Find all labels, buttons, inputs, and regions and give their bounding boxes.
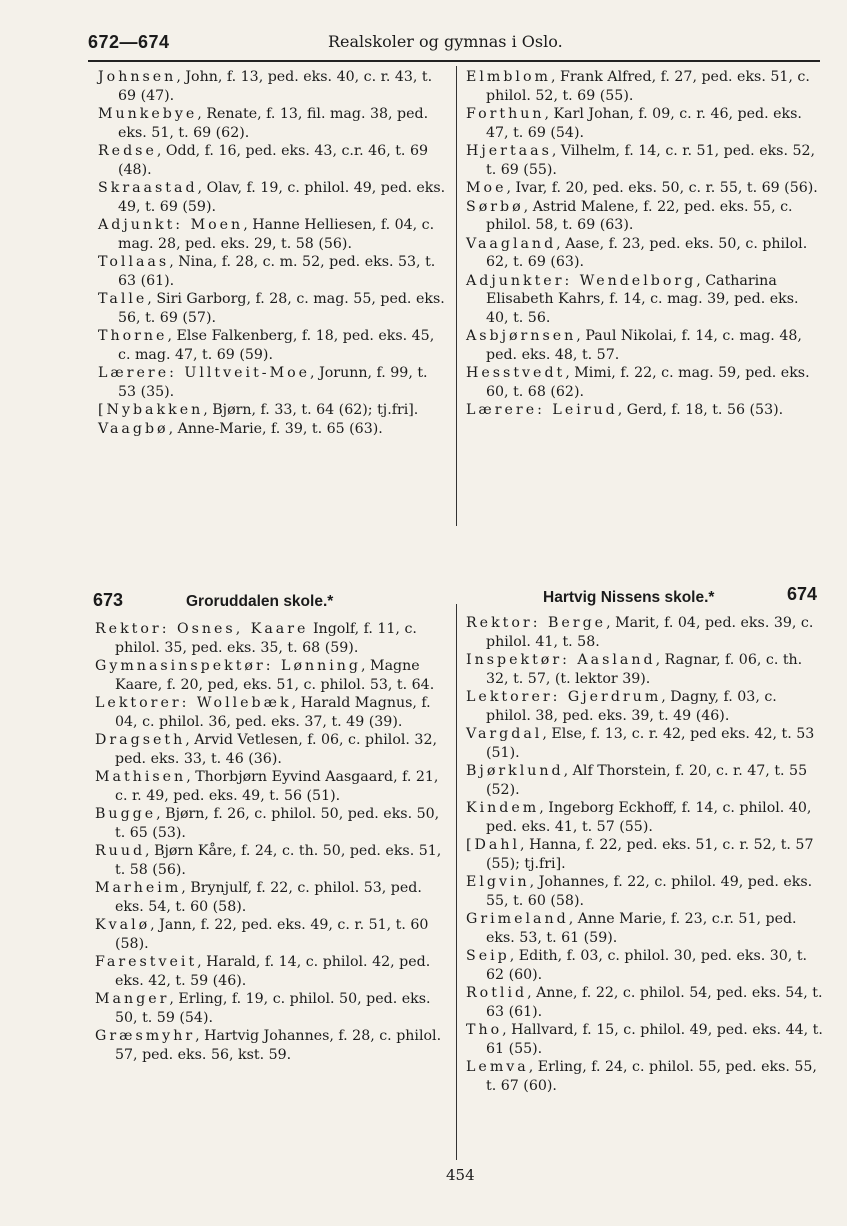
staff-details: , Hallvard, f. 15, c. philol. 49, ped. eks. 44, t. 61 (55). <box>486 1022 823 1057</box>
staff-surname: Sørbø <box>466 198 524 215</box>
staff-entry <box>98 253 450 290</box>
staff-entry <box>95 879 451 916</box>
staff-surname: Farestveit <box>95 954 198 970</box>
staff-details: , John, f. 13, ped. eks. 40, c. r. 43, t. 69 (47). <box>118 69 433 104</box>
staff-surname: Lærere: Ulltveit-Moe <box>98 365 311 381</box>
staff-details: , Ingeborg Eckhoff, f. 14, c. philol. 40, ped. eks. 41, t. 57 (55). <box>486 800 812 835</box>
staff-entry <box>466 235 822 272</box>
staff-details: , Hanna, f. 22, ped. eks. 51, c. r. 52, t. 57 (55); tj.fri]. <box>486 837 814 872</box>
staff-surname: Rektor: Berge <box>466 615 607 631</box>
staff-surname: Munkebye <box>98 106 198 122</box>
staff-entry <box>95 620 451 657</box>
staff-surname: Lektorer: Wollebæk <box>95 695 292 711</box>
staff-entry <box>466 1058 824 1095</box>
staff-surname: Hjertaas <box>466 143 552 159</box>
staff-details: , Magne Kaare, f. 20, ped, eks. 51, c. philol. 53, t. 64. <box>115 658 435 693</box>
staff-entry <box>98 327 450 364</box>
column-top-right <box>466 68 822 420</box>
staff-surname: Bjørklund <box>466 763 564 779</box>
staff-entry <box>95 916 451 953</box>
staff-surname: Marheim <box>95 880 182 896</box>
staff-surname: Seip <box>466 948 510 964</box>
staff-entry <box>466 1021 824 1058</box>
staff-surname: Rektor: Osnes, Kaare <box>95 621 309 637</box>
staff-details: , Hanne Helliesen, f. 04, c. mag. 28, ped. eks. 29, t. 58 (56). <box>118 217 435 252</box>
column-bottom-left <box>95 620 451 1064</box>
staff-surname: Grimeland <box>466 911 569 927</box>
staff-details: , Odd, f. 16, ped. eks. 43, c.r. 46, t. 69 (48). <box>118 143 429 178</box>
staff-entry <box>95 953 451 990</box>
staff-surname: Redse <box>98 143 157 159</box>
staff-surname: Hesstvedt <box>466 365 566 381</box>
staff-surname: Johnsen <box>98 69 177 85</box>
staff-details: , Jorunn, f. 99, t. 53 (35). <box>118 365 428 400</box>
staff-entry <box>98 216 450 253</box>
staff-details: , Bjørn, f. 26, c. philol. 50, ped. eks. 50, t. 65 (53). <box>115 806 440 841</box>
staff-details: , Erling, f. 24, c. philol. 55, ped. eks. 55, t. 67 (60). <box>486 1059 817 1094</box>
section-number-673: 673 <box>93 590 124 610</box>
staff-surname: Græsmyhr <box>95 1028 196 1044</box>
staff-entry <box>98 105 450 142</box>
staff-entry <box>466 984 824 1021</box>
staff-surname: Bugge <box>95 806 157 822</box>
page-range: 672—674 <box>88 32 170 52</box>
staff-details: , Siri Garborg, f. 28, c. mag. 55, ped. eks. 56, t. 69 (57). <box>118 291 445 326</box>
staff-surname: Dragseth <box>95 732 186 748</box>
running-title: Realskoler og gymnas i Oslo. <box>328 32 563 51</box>
staff-entry <box>95 731 451 768</box>
staff-surname: [Dahl <box>466 837 521 853</box>
staff-details: , Bjørn Kåre, f. 24, c. th. 50, ped. eks. 51, t. 58 (56). <box>115 843 442 878</box>
staff-details: , Anne Marie, f. 23, c.r. 51, ped. eks. 53, t. 61 (59). <box>486 911 797 946</box>
staff-details: , Hartvig Johannes, f. 28, c. philol. 57, ped. eks. 56, kst. 59. <box>115 1028 442 1063</box>
staff-surname: Thorne <box>98 328 168 344</box>
section-title-hartvig-nissen: Hartvig Nissens skole.* <box>543 589 715 606</box>
column-divider-bottom <box>456 604 457 1160</box>
staff-details: , Edith, f. 03, c. philol. 30, ped. eks. 30, t. 62 (60). <box>486 948 808 983</box>
staff-entry <box>95 990 451 1027</box>
staff-details: , Paul Nikolai, f. 14, c. mag. 48, ped. eks. 48, t. 57. <box>486 328 802 363</box>
page-header <box>88 30 818 60</box>
staff-surname: Manger <box>95 991 170 1007</box>
staff-surname: Adjunkt: Moen <box>98 217 244 233</box>
staff-details: , Gerd, f. 18, t. 56 (53). <box>617 402 784 418</box>
staff-surname: Inspektør: Aasland <box>466 652 656 668</box>
staff-entry <box>98 290 450 327</box>
staff-entry <box>466 142 822 179</box>
page-number: 454 <box>446 1166 475 1184</box>
staff-surname: Skraastad <box>98 180 198 196</box>
staff-details: , Anne-Marie, f. 39, t. 65 (63). <box>168 420 383 437</box>
staff-details: , Vilhelm, f. 14, c. r. 51, ped. eks. 52, t. 69 (55). <box>486 143 816 178</box>
staff-details: , Anne, f. 22, c. philol. 54, ped. eks. 54, t. 63 (61). <box>486 985 823 1020</box>
staff-entry <box>95 842 451 879</box>
staff-entry <box>98 68 450 105</box>
staff-surname: Forthun <box>466 106 545 122</box>
staff-surname: Mathisen <box>95 769 187 785</box>
staff-surname: Asbjørnsen <box>466 328 577 344</box>
staff-details: , Frank Alfred, f. 27, ped. eks. 51, c. philol. 52, t. 69 (55). <box>486 69 810 104</box>
staff-details: , Marit, f. 04, ped. eks. 39, c. philol. 41, t. 58. <box>486 615 814 650</box>
staff-entry <box>466 364 822 401</box>
staff-entry <box>466 198 822 235</box>
staff-entry <box>98 364 450 401</box>
staff-surname: Kindem <box>466 800 540 816</box>
staff-details: , Olav, f. 19, c. philol. 49, ped. eks. 49, t. 69 (59). <box>118 180 446 215</box>
staff-details: , Harald, f. 14, c. philol. 42, ped. eks. 42, t. 59 (46). <box>115 954 431 989</box>
staff-details: , Renate, f. 13, fil. mag. 38, ped. eks. 51, t. 69 (62). <box>118 106 429 141</box>
staff-details: , Arvid Vetlesen, f. 06, c. philol. 32, ped. eks. 33, t. 46 (36). <box>115 732 437 767</box>
staff-surname: Elmblom <box>466 69 551 85</box>
staff-details: , Catharina Elisabeth Kahrs, f. 14, c. mag. 39, ped. eks. 40, t. 56. <box>486 272 799 326</box>
staff-details: , Alf Thorstein, f. 20, c. r. 47, t. 55 (52). <box>486 763 808 798</box>
staff-entry <box>466 947 824 984</box>
staff-entry <box>466 688 824 725</box>
staff-surname: Lektorer: Gjerdrum <box>466 689 662 705</box>
staff-entry <box>466 762 824 799</box>
staff-entry <box>95 805 451 842</box>
staff-entry <box>98 401 450 420</box>
staff-surname: Talle <box>98 291 148 307</box>
staff-details: , Nina, f. 28, c. m. 52, ped. eks. 53, t. 63 (61). <box>118 254 436 289</box>
staff-details: , Else, f. 13, c. r. 42, ped eks. 42, t. 53 (51). <box>486 726 815 761</box>
staff-entry <box>98 420 450 439</box>
staff-entry <box>466 327 822 364</box>
staff-surname: Ruud <box>95 843 146 859</box>
staff-surname: Lærere: Leirud <box>466 402 618 418</box>
staff-entry <box>466 910 824 947</box>
staff-surname: Lemva <box>466 1059 529 1075</box>
staff-details: Ingolf, f. 11, c. philol. 35, ped. eks. 35, t. 68 (59). <box>115 621 417 656</box>
staff-entry <box>466 614 824 651</box>
staff-entry <box>466 272 822 328</box>
staff-details: , Erling, f. 19, c. philol. 50, ped. eks. 50, t. 59 (54). <box>115 991 431 1026</box>
staff-entry <box>95 768 451 805</box>
header-rule <box>88 60 820 62</box>
staff-details: , Harald Magnus, f. 04, c. philol. 36, ped. eks. 37, t. 49 (39). <box>115 695 431 730</box>
column-divider-top <box>456 66 457 526</box>
staff-details: , Johannes, f. 22, c. philol. 49, ped. eks. 55, t. 60 (58). <box>486 874 813 909</box>
staff-details: , Mimi, f. 22, c. mag. 59, ped. eks. 60, t. 68 (62). <box>486 365 810 400</box>
staff-surname: Gymnasinspektør: Lønning <box>95 658 362 674</box>
staff-details: , Ivar, f. 20, ped. eks. 50, c. r. 55, t. 69 (56). <box>506 180 818 196</box>
staff-surname: Vargdal <box>466 726 543 742</box>
section-title-groruddalen: Groruddalen skole.* <box>186 593 334 610</box>
staff-entry <box>466 836 824 873</box>
staff-entry <box>95 657 451 694</box>
staff-entry <box>466 799 824 836</box>
staff-entry <box>466 68 822 105</box>
staff-surname: Rotlid <box>466 985 528 1001</box>
staff-entry <box>466 873 824 910</box>
staff-entry <box>95 694 451 731</box>
staff-details: , Karl Johan, f. 09, c. r. 46, ped. eks. 47, t. 69 (54). <box>486 106 802 141</box>
staff-details: , Ragnar, f. 06, c. th. 32, t. 57, (t. lektor 39). <box>486 652 803 687</box>
column-top-left <box>98 68 450 438</box>
staff-details: , Else Falkenberg, f. 18, ped. eks. 45, c. mag. 47, t. 69 (59). <box>118 328 435 363</box>
staff-details: , Bjørn, f. 33, t. 64 (62); tj.fri]. <box>203 402 419 418</box>
staff-details: , Astrid Malene, f. 22, ped. eks. 55, c. philol. 58, t. 69 (63). <box>486 198 793 233</box>
staff-surname: [Nybakken <box>98 402 204 418</box>
staff-details: , Thorbjørn Eyvind Aasgaard, f. 21, c. r. 49, ped. eks. 49, t. 56 (51). <box>115 769 439 804</box>
staff-entry <box>466 179 822 198</box>
section-number-674: 674 <box>787 584 818 604</box>
staff-entry <box>466 651 824 688</box>
staff-surname: Kvalø <box>95 917 151 933</box>
staff-entry <box>98 142 450 179</box>
staff-surname: Elgvin <box>466 874 530 890</box>
staff-surname: Vaagland <box>466 235 557 252</box>
staff-surname: Vaagbø <box>98 420 169 437</box>
staff-details: , Jann, f. 22, ped. eks. 49, c. r. 51, t. 60 (58). <box>115 917 429 952</box>
staff-entry <box>466 401 822 420</box>
staff-entry <box>95 1027 451 1064</box>
column-bottom-right <box>466 614 824 1095</box>
staff-details: , Aase, f. 23, ped. eks. 50, c. philol. 62, t. 69 (63). <box>486 235 808 270</box>
staff-entry <box>98 179 450 216</box>
staff-entry <box>466 105 822 142</box>
staff-entry <box>466 725 824 762</box>
staff-surname: Tollaas <box>98 254 170 270</box>
staff-details: , Dagny, f. 03, c. philol. 38, ped. eks. 39, t. 49 (46). <box>486 689 777 724</box>
staff-surname: Moe <box>466 180 507 196</box>
staff-details: , Brynjulf, f. 22, c. philol. 53, ped. eks. 54, t. 60 (58). <box>115 880 422 915</box>
staff-surname: Adjunkter: Wendelborg <box>466 272 697 289</box>
staff-surname: Tho <box>466 1022 503 1038</box>
